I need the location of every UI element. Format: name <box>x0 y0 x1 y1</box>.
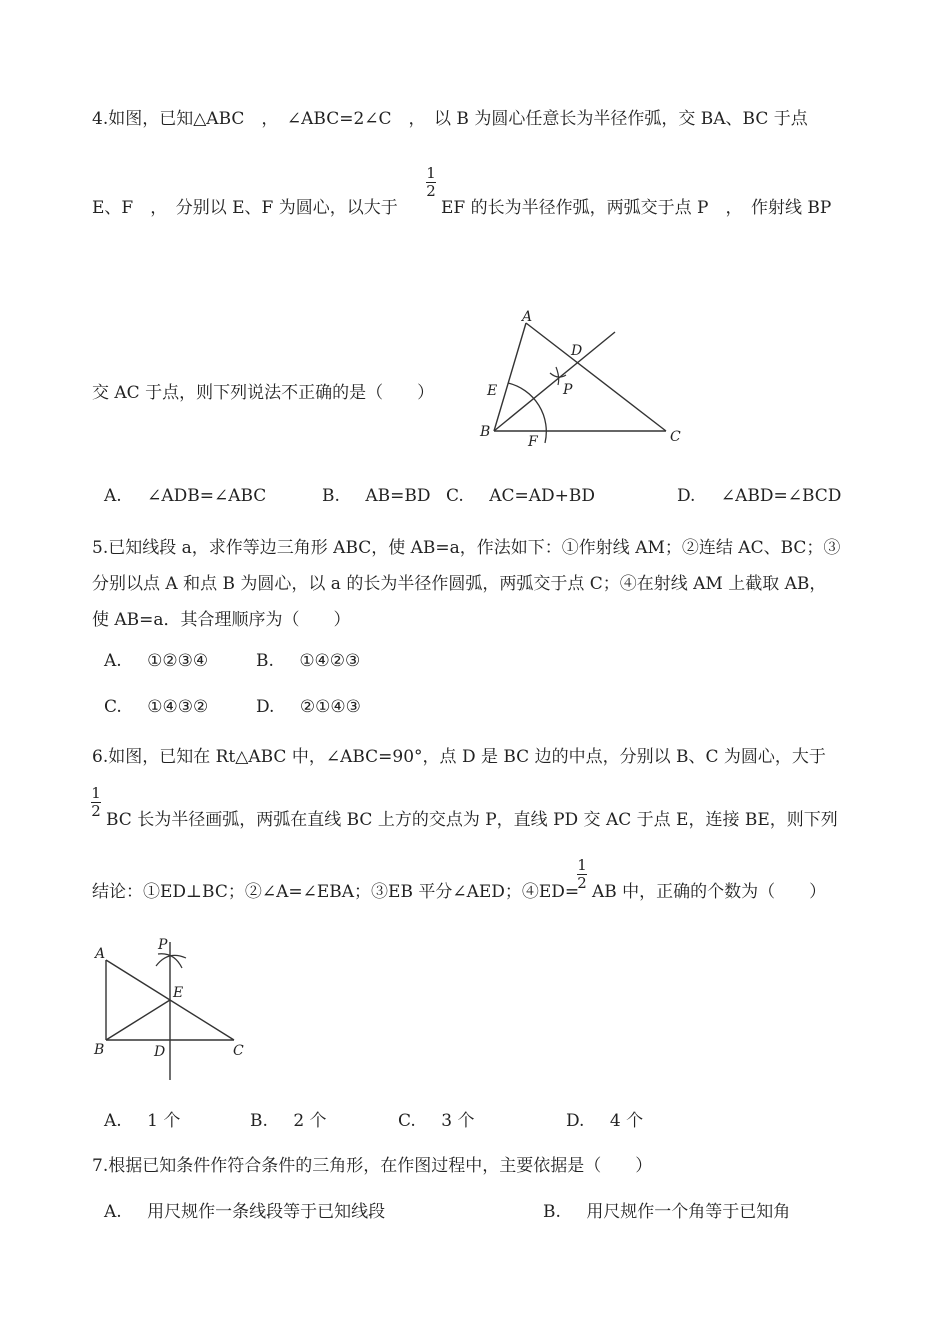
q4-stem-line3: 交 AC 于点，则下列说法不正确的是（ ） <box>92 383 435 403</box>
q6-label-p: P <box>158 937 168 953</box>
q4-option-c-letter: C. <box>446 486 464 506</box>
q6-option-d-letter: D. <box>566 1111 585 1131</box>
q7-option-a[interactable] <box>104 1197 385 1222</box>
q6-option-a-text: 1 个 <box>147 1111 181 1131</box>
q5-stem-line1: 5.已知线段 a，求作等边三角形 ABC，使 AB=a，作法如下：①作射线 AM；②连结 AC、BC；③ <box>92 538 841 558</box>
q7-option-b-letter: B. <box>543 1202 561 1222</box>
q6-option-c[interactable] <box>398 1106 474 1131</box>
q6-label-a: A <box>95 946 106 962</box>
q6-frac1-num: 1 <box>91 784 101 802</box>
q6-option-b-letter: B. <box>250 1111 268 1131</box>
q6-fraction-2 <box>577 858 587 891</box>
q5-option-b-text: ①④②③ <box>299 651 361 671</box>
q6-stem-line1: 6.如图，已知在 Rt△ABC 中，∠ABC=90°，点 D 是 BC 边的中点，分别以 B、C 为圆心，大于 <box>92 747 826 767</box>
q4-label-p: P <box>563 382 573 398</box>
q4-stem-line2a: E、F ， 分别以 E、F 为圆心，以大于 <box>92 198 398 218</box>
q6-option-d[interactable] <box>566 1106 643 1131</box>
q7-option-b-text: 用尺规作一个角等于已知角 <box>586 1202 791 1222</box>
q4-frac-den: 2 <box>426 182 436 200</box>
q4-arc-p2 <box>556 367 559 385</box>
q6-label-c: C <box>233 1043 244 1059</box>
q7-stem-line1: 7.根据已知条件作符合条件的三角形，在作图过程中，主要依据是（ ） <box>92 1156 653 1176</box>
q6-label-d: D <box>154 1044 166 1060</box>
q4-stem-line2b: EF 的长为半径作弧，两弧交于点 P ， 作射线 BP <box>441 198 832 218</box>
q4-label-d: D <box>571 343 583 359</box>
q6-segment-be <box>106 1000 170 1040</box>
q6-frac2-num: 1 <box>577 856 587 874</box>
q6-label-b: B <box>94 1042 105 1058</box>
q4-option-d-text: ∠ABD=∠BCD <box>720 486 842 506</box>
q4-option-d-letter: D. <box>677 486 696 506</box>
q6-fraction-1 <box>91 786 101 819</box>
q4-side-ab <box>494 323 526 431</box>
q6-option-c-text: 3 个 <box>441 1111 475 1131</box>
q5-option-b-letter: B. <box>256 651 274 671</box>
q4-label-f: F <box>528 434 538 450</box>
q6-option-b[interactable] <box>250 1106 327 1131</box>
q4-fraction <box>426 166 436 199</box>
q4-option-c[interactable] <box>446 486 595 506</box>
q4-option-c-text: AC=AD+BD <box>489 486 596 506</box>
q4-option-d[interactable] <box>677 486 841 506</box>
q4-frac-num: 1 <box>426 164 436 182</box>
q6-stem-line2: BC 长为半径画弧，两弧在直线 BC 上方的交点为 P，直线 PD 交 AC 于点 E，连接 BE，则下列 <box>106 810 838 830</box>
q4-figure <box>470 305 700 455</box>
q6-option-a-letter: A. <box>104 1111 122 1131</box>
q5-option-a-letter: A. <box>104 651 122 671</box>
q6-label-e: E <box>173 985 184 1001</box>
q4-option-a[interactable] <box>104 486 266 506</box>
q5-option-b[interactable] <box>256 651 360 671</box>
q5-stem-line3: 使 AB=a．其合理顺序为（ ） <box>92 610 351 630</box>
q4-label-b: B <box>480 424 491 440</box>
q6-arc-p1 <box>156 955 186 966</box>
q4-side-ac <box>526 323 666 431</box>
q6-option-c-letter: C. <box>398 1111 416 1131</box>
q6-stem-line3b: AB 中，正确的个数为（ ） <box>592 882 827 902</box>
q6-option-b-text: 2 个 <box>293 1111 327 1131</box>
q5-option-c-letter: C. <box>104 697 122 717</box>
q5-option-c[interactable] <box>104 697 208 717</box>
q4-label-c: C <box>670 429 681 445</box>
q4-label-e: E <box>487 383 498 399</box>
q4-option-b-text: AB=BD <box>365 486 431 506</box>
q4-option-a-letter: A. <box>104 486 122 506</box>
q7-option-a-letter: A. <box>104 1202 122 1222</box>
q5-option-d-text: ②①④③ <box>299 697 361 717</box>
q5-stem-line2: 分别以点 A 和点 B 为圆心，以 a 的长为半径作圆弧，两弧交于点 C；④在射线 AM 上截取 AB， <box>92 574 827 594</box>
q6-stem-line3a: 结论：①ED⊥BC；②∠A=∠EBA；③EB 平分∠AED；④ED= <box>92 882 580 902</box>
q6-frac2-den: 2 <box>577 874 587 892</box>
q4-option-b[interactable] <box>322 486 430 506</box>
q7-option-b[interactable] <box>543 1197 790 1222</box>
q6-figure <box>88 930 263 1085</box>
q6-frac1-den: 2 <box>91 802 101 820</box>
q5-option-d[interactable] <box>256 697 361 717</box>
q5-option-a-text: ①②③④ <box>147 651 209 671</box>
q4-ray-bp <box>494 332 615 431</box>
q7-option-a-text: 用尺规作一条线段等于已知线段 <box>147 1202 386 1222</box>
q4-label-a: A <box>522 309 533 325</box>
q4-option-a-text: ∠ADB=∠ABC <box>147 486 267 506</box>
q4-option-b-letter: B. <box>322 486 340 506</box>
q4-stem-line1: 4.如图，已知△ABC ， ∠ABC=2∠C ， 以 B 为圆心任意长为半径作弧，交 BA、BC 于点 <box>92 109 808 129</box>
q6-option-d-text: 4 个 <box>609 1111 644 1131</box>
q5-option-a[interactable] <box>104 651 208 671</box>
q5-option-d-letter: D. <box>256 697 275 717</box>
q6-option-a[interactable] <box>104 1106 180 1131</box>
q5-option-c-text: ①④③② <box>147 697 209 717</box>
